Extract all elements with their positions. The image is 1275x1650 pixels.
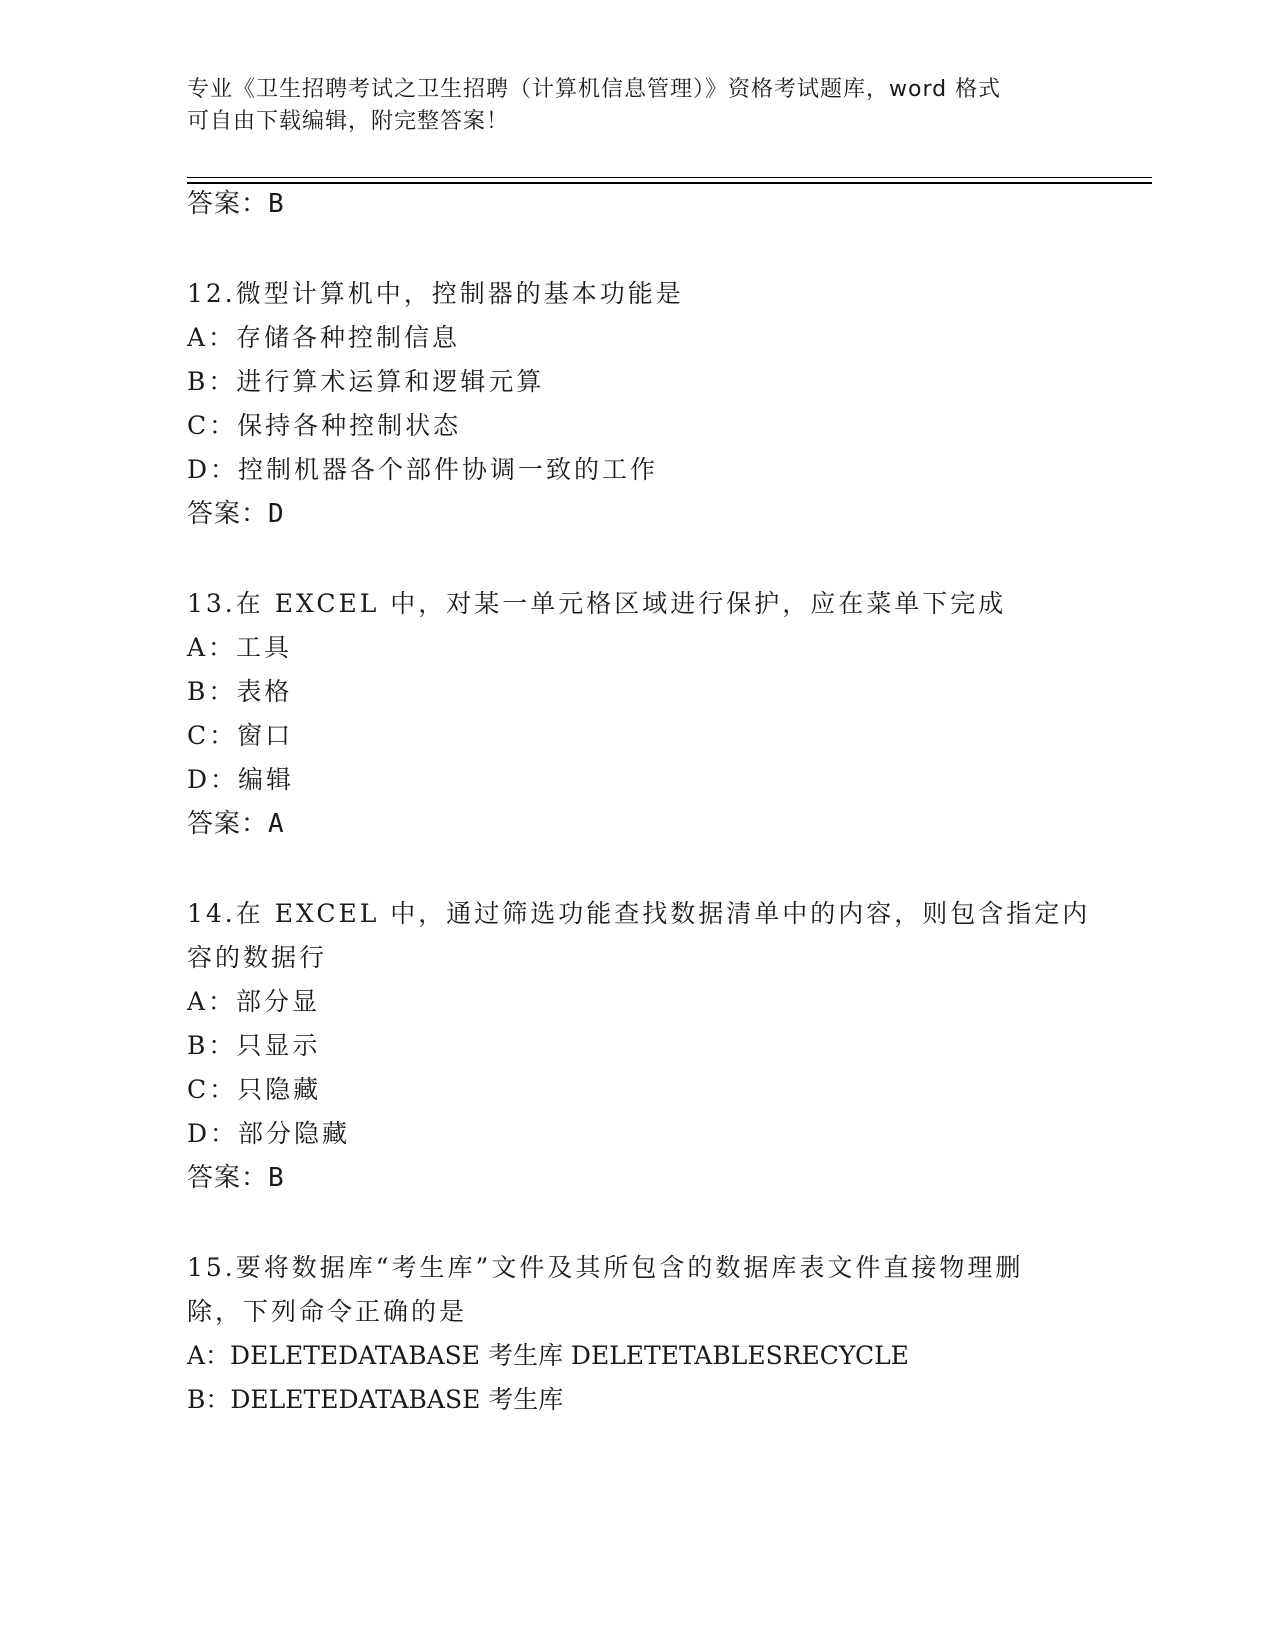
answer-value: A	[268, 809, 285, 839]
question-option: D：控制机器各个部件协调一致的工作	[187, 455, 659, 484]
answer-value: D	[268, 499, 285, 529]
header-rule-thin	[187, 177, 1152, 178]
question-option: D：编辑	[187, 765, 295, 794]
question-option: C：只隐藏	[187, 1075, 322, 1104]
question-stem: 15.要将数据库“考生库”文件及其所包含的数据库表文件直接物理删	[187, 1253, 1024, 1282]
question-option: B：DELETEDATABASE 考生库	[187, 1385, 564, 1414]
answer-line	[187, 498, 285, 530]
answer-prefix: 答案：	[187, 189, 269, 219]
question-option: C：窗口	[187, 721, 294, 750]
question-option: A：存储各种控制信息	[187, 323, 461, 352]
header-line-1: 专业《卫生招聘考试之卫生招聘（计算机信息管理）》资格考试题库，word 格式	[187, 77, 1002, 102]
answer-value: B	[268, 1163, 285, 1193]
answer-value: B	[268, 189, 285, 219]
question-stem: 14.在 EXCEL 中，通过筛选功能查找数据清单中的内容，则包含指定内	[187, 899, 1091, 928]
question-stem-continued: 除，下列命令正确的是	[187, 1297, 468, 1326]
answer-prefix: 答案：	[187, 809, 269, 839]
answer-prefix: 答案：	[187, 499, 269, 529]
answer-line	[187, 1162, 285, 1194]
question-option: C：保持各种控制状态	[187, 411, 462, 440]
header-rule-thick	[187, 182, 1152, 184]
question-option: A：部分显	[187, 987, 321, 1016]
question-option: B：表格	[187, 677, 293, 706]
question-option: B：只显示	[187, 1031, 321, 1060]
answer-line	[187, 808, 285, 840]
question-option: A：DELETEDATABASE 考生库 DELETETABLESRECYCLE	[187, 1341, 909, 1370]
question-option: D：部分隐藏	[187, 1119, 351, 1148]
question-stem-continued: 容的数据行	[187, 943, 328, 972]
question-stem: 13.在 EXCEL 中，对某一单元格区域进行保护，应在菜单下完成	[187, 589, 1007, 618]
question-stem: 12.微型计算机中，控制器的基本功能是	[187, 279, 684, 308]
document-header	[187, 74, 1087, 138]
header-line-2: 可自由下载编辑，附完整答案！	[187, 109, 510, 134]
question-option: A：工具	[187, 633, 293, 662]
answer-line	[187, 188, 285, 220]
question-option: B：进行算术运算和逻辑元算	[187, 367, 545, 396]
answer-prefix: 答案：	[187, 1163, 269, 1193]
